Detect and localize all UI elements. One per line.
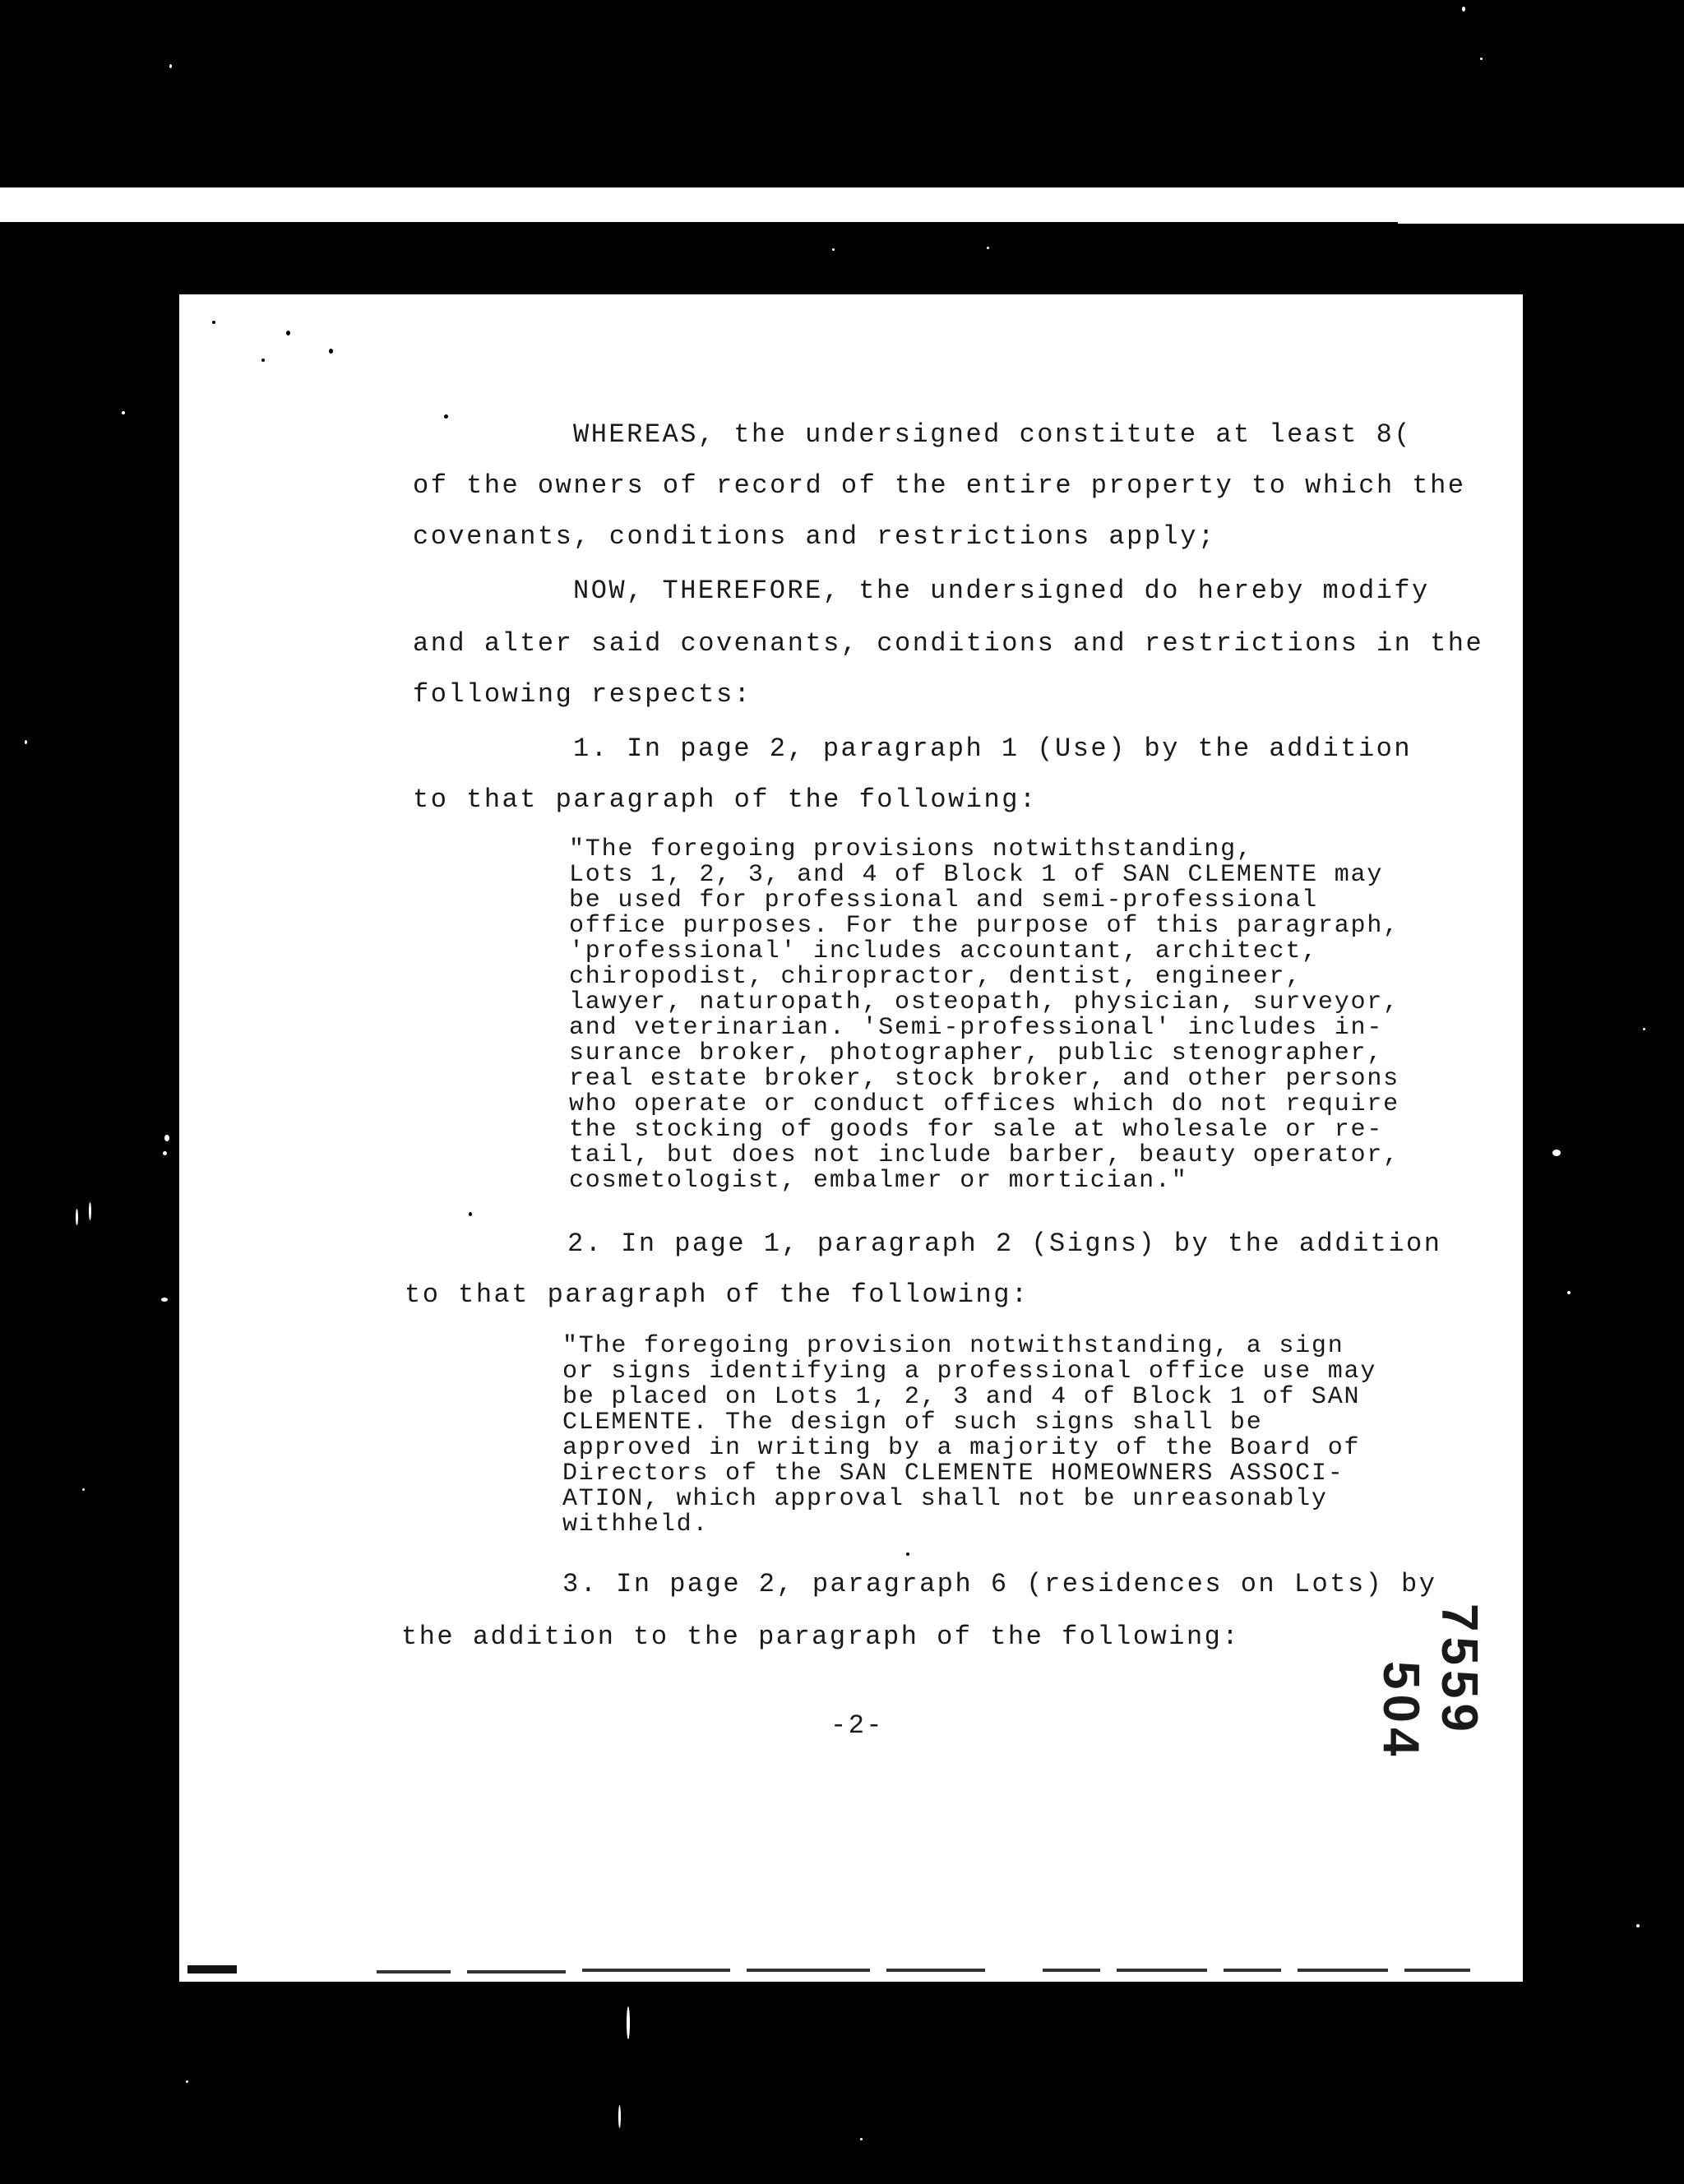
paragraph-whereas-line: WHEREAS, the undersigned constitute at least 8( — [573, 419, 1413, 450]
quote-1-line: office purposes. For the purpose of this paragraph, — [569, 912, 1399, 940]
scan-speck — [987, 247, 989, 249]
quote-2-line: or signs identifying a professional office use may — [562, 1358, 1377, 1386]
page-speck — [329, 349, 333, 354]
scan-speck — [1552, 1150, 1561, 1156]
item-1-heading-continued: to that paragraph of the following: — [413, 784, 1038, 815]
scan-artifact — [1117, 1969, 1207, 1972]
scan-artifact — [187, 1965, 237, 1973]
page-number: -2- — [830, 1710, 885, 1741]
scan-speck — [832, 248, 835, 251]
quote-1-line: "The foregoing provisions notwithstanding, — [569, 835, 1253, 863]
scan-speck — [122, 411, 125, 414]
page-speck — [906, 1552, 909, 1556]
quote-2-line: "The foregoing provision notwithstanding, a sign — [562, 1332, 1344, 1360]
scan-speck — [186, 2080, 188, 2083]
quote-1-line: chiropodist, chiropractor, dentist, engineer, — [569, 963, 1302, 991]
scan-artifact — [747, 1969, 870, 1972]
quote-1-line: cosmetologist, embalmer or mortician." — [569, 1167, 1188, 1195]
scan-speck — [1643, 1028, 1645, 1030]
scan-speck — [25, 740, 27, 744]
quote-1-line: surance broker, photographer, public stenographer, — [569, 1039, 1384, 1067]
page-speck — [212, 321, 215, 324]
quote-1-line: the stocking of goods for sale at wholesale or re- — [569, 1116, 1384, 1144]
scan-artifact — [1224, 1969, 1281, 1972]
page-speck — [286, 331, 290, 335]
paragraph-now-therefore-line: NOW, THEREFORE, the undersigned do hereby modify — [573, 576, 1430, 606]
item-3-heading: 3. In page 2, paragraph 6 (residences on Lots) by — [562, 1569, 1437, 1599]
item-3-heading-continued: the addition to the paragraph of the following: — [401, 1622, 1241, 1652]
recording-book-number: 7559 — [1431, 1603, 1487, 1737]
scan-artifact — [1298, 1969, 1388, 1972]
item-1-heading: 1. In page 2, paragraph 1 (Use) by the addition — [573, 733, 1413, 764]
scan-speck — [89, 1202, 91, 1220]
scan-artifact — [1404, 1969, 1470, 1972]
quote-2-line: Directors of the SAN CLEMENTE HOMEOWNERS ASSOCI- — [562, 1460, 1344, 1488]
quote-1-line: lawyer, naturopath, osteopath, physician, surveyor, — [569, 988, 1399, 1016]
scan-speck — [76, 1209, 78, 1225]
scan-artifact — [582, 1969, 730, 1972]
quote-1-line: Lots 1, 2, 3, and 4 of Block 1 of SAN CLEMENTE may — [569, 861, 1384, 889]
recording-stamp — [1372, 1603, 1488, 1761]
quote-1-line: 'professional' includes accountant, architect, — [569, 937, 1318, 965]
scan-speck — [1480, 58, 1483, 60]
scan-bottom-edge-artifacts — [179, 1964, 1523, 1982]
scan-artifact — [886, 1969, 985, 1972]
scan-border-band-notch — [1398, 215, 1684, 224]
scan-artifact — [467, 1970, 566, 1973]
recording-page-number: 504 — [1372, 1661, 1429, 1761]
scan-speck — [627, 2006, 630, 2039]
paragraph-now-therefore-line: and alter said covenants, conditions and restrictions in the — [413, 628, 1484, 659]
page-speck — [444, 414, 448, 419]
scan-speck — [618, 2105, 621, 2128]
scan-speck — [1462, 7, 1465, 12]
page-speck — [261, 359, 265, 362]
quote-2-line: ATION, which approval shall not be unreasonably — [562, 1485, 1328, 1513]
item-2-heading-continued: to that paragraph of the following: — [405, 1279, 1029, 1310]
item-2-heading: 2. In page 1, paragraph 2 (Signs) by the addition — [567, 1228, 1442, 1259]
scan-artifact — [1043, 1969, 1100, 1972]
quote-1-line: and veterinarian. 'Semi-professional' includes in- — [569, 1014, 1384, 1042]
scan-speck — [1567, 1291, 1571, 1294]
quote-1-line: be used for professional and semi-professional — [569, 886, 1318, 914]
quote-1-line: tail, but does not include barber, beauty operator, — [569, 1141, 1399, 1169]
paragraph-whereas-line: covenants, conditions and restrictions apply; — [413, 521, 1216, 552]
quote-2-line: withheld. — [562, 1511, 710, 1539]
scan-speck — [169, 64, 172, 68]
quote-1-line: who operate or conduct offices which do not require — [569, 1090, 1399, 1118]
scan-speck — [161, 1298, 168, 1302]
scan-speck — [1636, 1924, 1640, 1927]
scan-speck — [82, 1488, 85, 1491]
quote-2-line: approved in writing by a majority of the Board of — [562, 1434, 1361, 1462]
quote-2-line: CLEMENTE. The design of such signs shall be — [562, 1409, 1263, 1437]
quote-2-line: be placed on Lots 1, 2, 3 and 4 of Block 1 of SAN — [562, 1383, 1361, 1411]
quote-1-line: real estate broker, stock broker, and other persons — [569, 1065, 1399, 1093]
scan-speck — [163, 1151, 167, 1155]
page-speck — [469, 1212, 472, 1216]
scan-speck — [164, 1135, 169, 1141]
paragraph-now-therefore-line: following respects: — [413, 679, 752, 710]
scan-artifact — [377, 1970, 451, 1973]
scan-speck — [860, 2138, 863, 2140]
paragraph-whereas-line: of the owners of record of the entire property to which the — [413, 470, 1466, 501]
